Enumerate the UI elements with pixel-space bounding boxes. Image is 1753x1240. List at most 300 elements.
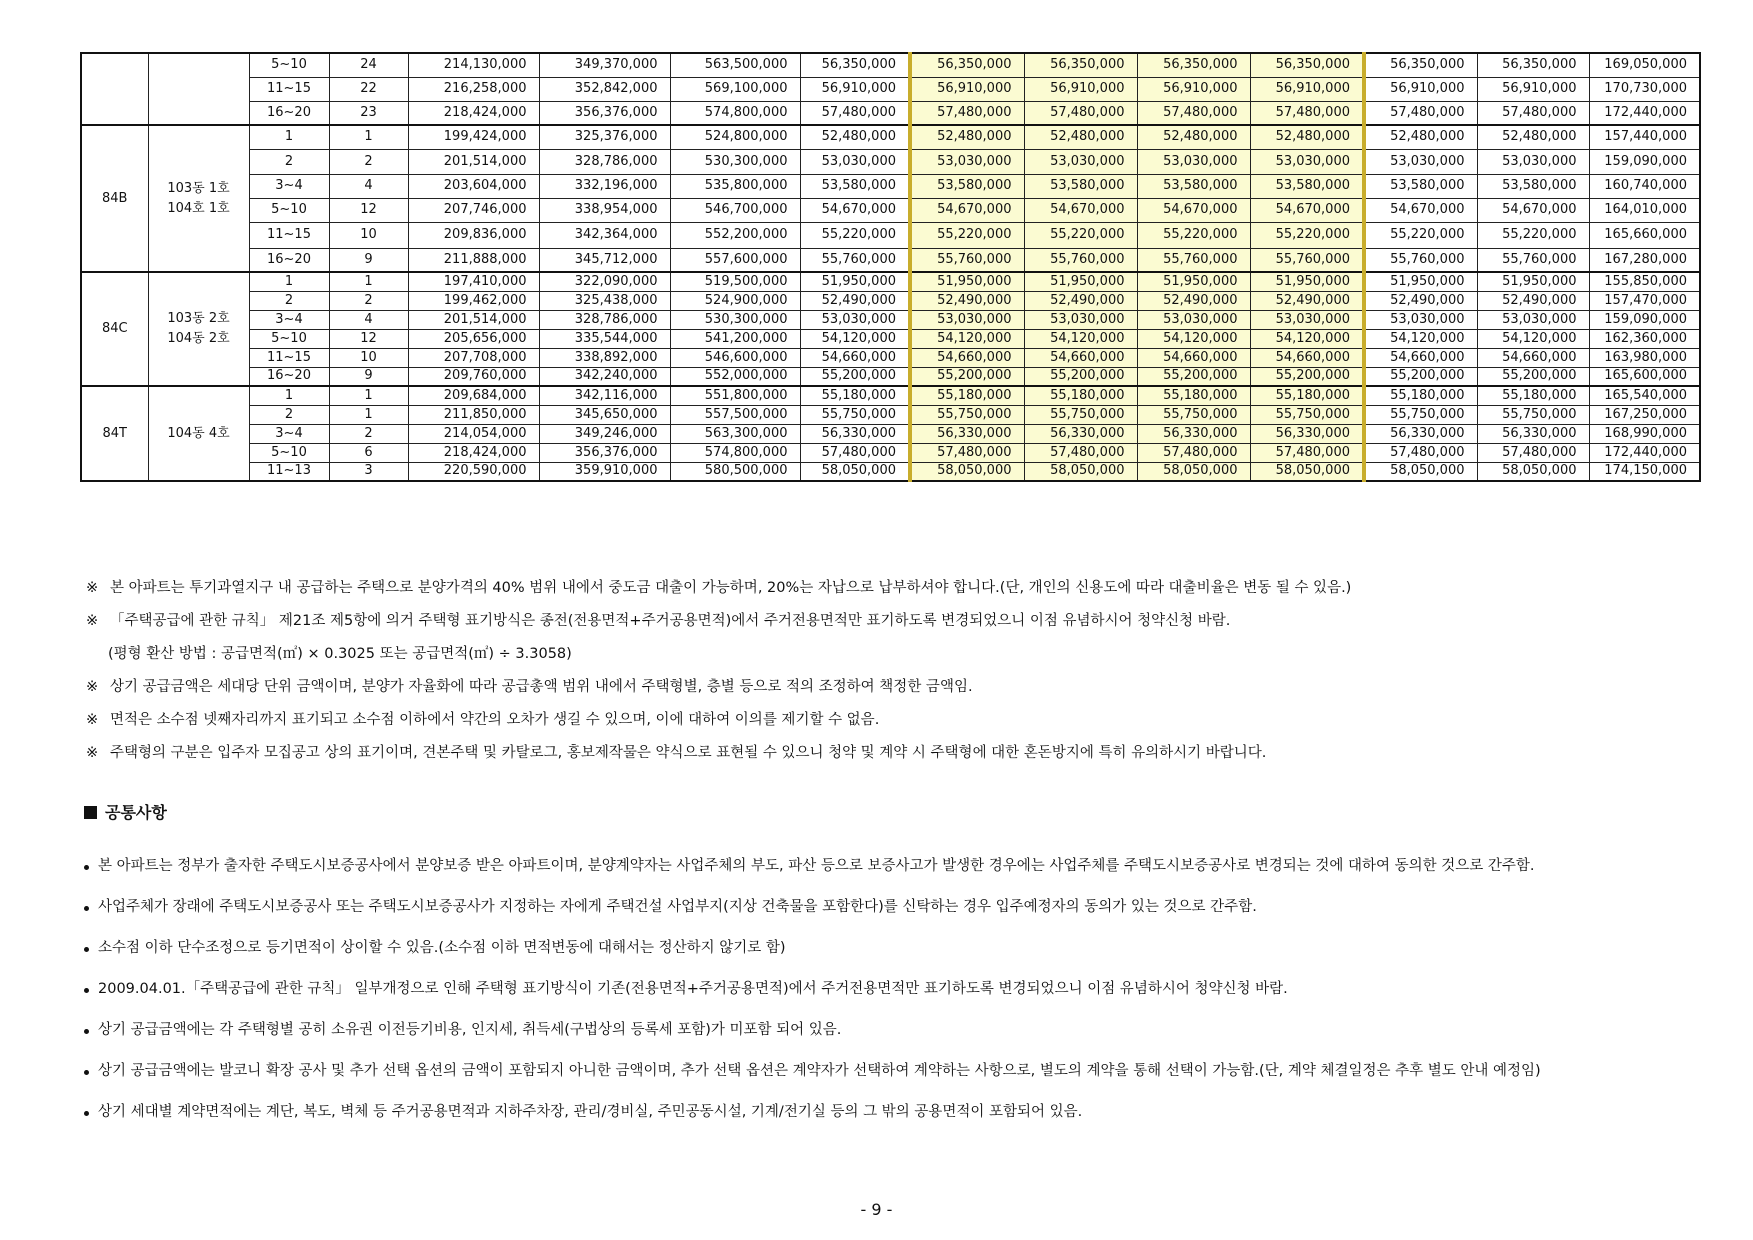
payment-cell: 56,330,000 <box>1250 424 1364 443</box>
payment-cell: 56,330,000 <box>910 424 1024 443</box>
units-cell: 6 <box>329 443 408 462</box>
table-row <box>81 405 1700 424</box>
payment-cell: 53,030,000 <box>800 149 910 174</box>
payment-cell: 51,950,000 <box>1364 272 1477 291</box>
payment-cell: 53,030,000 <box>910 149 1024 174</box>
payment-cell: 52,490,000 <box>1024 291 1137 310</box>
payment-cell: 56,910,000 <box>910 77 1024 101</box>
unit-type-cell: 84B <box>81 125 148 272</box>
note-item <box>86 671 1706 704</box>
table-row <box>81 367 1700 386</box>
building-price-cell: 325,438,000 <box>539 291 670 310</box>
payment-cell: 53,030,000 <box>1250 310 1364 329</box>
payment-cell: 54,670,000 <box>1477 198 1589 222</box>
payment-cell: 55,200,000 <box>1250 367 1364 386</box>
floor-cell: 3~4 <box>249 174 329 198</box>
payment-cell: 55,750,000 <box>800 405 910 424</box>
payment-cell: 52,490,000 <box>1137 291 1250 310</box>
payment-cell: 58,050,000 <box>1477 462 1589 481</box>
note-mark: ※ <box>86 745 99 761</box>
floor-cell: 16~20 <box>249 367 329 386</box>
bullet-dot-icon <box>84 988 89 993</box>
payment-cell: 57,480,000 <box>1364 443 1477 462</box>
land-price-cell: 201,514,000 <box>408 310 539 329</box>
payment-cell: 54,660,000 <box>800 348 910 367</box>
payment-cell: 53,030,000 <box>1137 310 1250 329</box>
units-cell: 22 <box>329 77 408 101</box>
floor-cell: 11~15 <box>249 348 329 367</box>
payment-cell: 56,330,000 <box>1024 424 1137 443</box>
dong-unit-cell <box>148 53 249 125</box>
land-price-cell: 199,424,000 <box>408 125 539 149</box>
floor-cell: 1 <box>249 125 329 149</box>
total-price-cell: 546,700,000 <box>670 198 800 222</box>
floor-cell: 16~20 <box>249 248 329 272</box>
payment-cell: 57,480,000 <box>910 101 1024 125</box>
payment-cell: 52,490,000 <box>800 291 910 310</box>
dong-unit-cell <box>148 272 249 386</box>
payment-cell: 52,480,000 <box>1250 125 1364 149</box>
payment-cell: 160,740,000 <box>1589 174 1700 198</box>
building-price-cell: 328,786,000 <box>539 149 670 174</box>
note-text: 본 아파트는 투기과열지구 내 공급하는 주택으로 분양가격의 40% 범위 내에서 중도금 대출이 가능하며, 20%는 자납으로 납부하셔야 합니다.(단, 개인의 신용도에 따라 대출비율은 변동 될 수 있음.) <box>110 580 1352 596</box>
units-cell: 2 <box>329 291 408 310</box>
list-item-text: 소수점 이하 단수조정으로 등기면적이 상이할 수 있음.(소수점 이하 면적변동에 대해서는 정산하지 않기로 함) <box>98 940 786 956</box>
units-cell: 1 <box>329 405 408 424</box>
payment-cell: 174,150,000 <box>1589 462 1700 481</box>
unit-type-cell: 84C <box>81 272 148 386</box>
floor-cell: 16~20 <box>249 101 329 125</box>
payment-cell: 157,440,000 <box>1589 125 1700 149</box>
payment-cell: 55,760,000 <box>800 248 910 272</box>
building-price-cell: 349,246,000 <box>539 424 670 443</box>
floor-cell: 2 <box>249 149 329 174</box>
dong-unit-cell <box>148 386 249 481</box>
payment-cell: 57,480,000 <box>1477 443 1589 462</box>
payment-cell: 53,030,000 <box>1024 310 1137 329</box>
payment-cell: 53,030,000 <box>1137 149 1250 174</box>
payment-cell: 53,580,000 <box>800 174 910 198</box>
payment-cell: 55,760,000 <box>1364 248 1477 272</box>
payment-cell: 55,200,000 <box>1364 367 1477 386</box>
note-mark: ※ <box>86 712 99 728</box>
building-price-cell: 345,650,000 <box>539 405 670 424</box>
list-item-text: 상기 공급금액에는 각 주택형별 공히 소유권 이전등기비용, 인지세, 취득세(구법상의 등록세 포함)가 미포함 되어 있음. <box>98 1022 842 1038</box>
payment-cell: 52,490,000 <box>910 291 1024 310</box>
total-price-cell: 551,800,000 <box>670 386 800 405</box>
building-price-cell: 345,712,000 <box>539 248 670 272</box>
payment-cell: 57,480,000 <box>1364 101 1477 125</box>
payment-cell: 54,120,000 <box>1137 329 1250 348</box>
dong-unit-line: 104동 4호 <box>167 425 230 441</box>
total-price-cell: 552,000,000 <box>670 367 800 386</box>
total-price-cell: 569,100,000 <box>670 77 800 101</box>
units-cell: 10 <box>329 222 408 248</box>
list-item <box>84 852 1690 881</box>
list-item-text: 본 아파트는 정부가 출자한 주택도시보증공사에서 분양보증 받은 아파트이며, 분양계약자는 사업주체의 부도, 파산 등으로 보증사고가 발생한 경우에는 사업주체를 주택도시보증공사로 변경되는 것에 대하여 동의한 것으로 간주함. <box>98 858 1535 874</box>
bullet-dot-icon <box>84 1070 89 1075</box>
land-price-cell: 218,424,000 <box>408 443 539 462</box>
table-row <box>81 125 1700 149</box>
payment-cell: 56,910,000 <box>1024 77 1137 101</box>
note-mark: ※ <box>86 613 99 629</box>
floor-cell: 1 <box>249 386 329 405</box>
payment-cell: 55,750,000 <box>1024 405 1137 424</box>
table-row <box>81 222 1700 248</box>
payment-cell: 172,440,000 <box>1589 443 1700 462</box>
payment-cell: 163,980,000 <box>1589 348 1700 367</box>
payment-cell: 164,010,000 <box>1589 198 1700 222</box>
payment-cell: 54,670,000 <box>1250 198 1364 222</box>
units-cell: 12 <box>329 198 408 222</box>
payment-cell: 56,350,000 <box>800 53 910 77</box>
land-price-cell: 211,850,000 <box>408 405 539 424</box>
payment-cell: 56,330,000 <box>1364 424 1477 443</box>
payment-cell: 58,050,000 <box>1364 462 1477 481</box>
payment-cell: 51,950,000 <box>1024 272 1137 291</box>
payment-cell: 55,220,000 <box>910 222 1024 248</box>
total-price-cell: 519,500,000 <box>670 272 800 291</box>
total-price-cell: 580,500,000 <box>670 462 800 481</box>
payment-cell: 55,220,000 <box>1137 222 1250 248</box>
table-row <box>81 198 1700 222</box>
payment-cell: 165,660,000 <box>1589 222 1700 248</box>
payment-cell: 54,660,000 <box>1137 348 1250 367</box>
payment-cell: 52,480,000 <box>910 125 1024 149</box>
payment-cell: 55,750,000 <box>1477 405 1589 424</box>
payment-cell: 168,990,000 <box>1589 424 1700 443</box>
building-price-cell: 332,196,000 <box>539 174 670 198</box>
payment-cell: 155,850,000 <box>1589 272 1700 291</box>
payment-cell: 55,750,000 <box>1250 405 1364 424</box>
payment-cell: 55,180,000 <box>1477 386 1589 405</box>
payment-cell: 51,950,000 <box>910 272 1024 291</box>
land-price-cell: 209,836,000 <box>408 222 539 248</box>
payment-cell: 54,670,000 <box>910 198 1024 222</box>
common-items-list <box>84 852 1690 1139</box>
land-price-cell: 205,656,000 <box>408 329 539 348</box>
building-price-cell: 356,376,000 <box>539 101 670 125</box>
payment-cell: 55,220,000 <box>1477 222 1589 248</box>
table-row <box>81 101 1700 125</box>
table-row <box>81 174 1700 198</box>
section-title-text: 공통사항 <box>105 803 167 822</box>
land-price-cell: 203,604,000 <box>408 174 539 198</box>
payment-cell: 56,350,000 <box>1364 53 1477 77</box>
floor-cell: 2 <box>249 291 329 310</box>
payment-cell: 53,030,000 <box>1477 310 1589 329</box>
payment-cell: 55,760,000 <box>1250 248 1364 272</box>
payment-cell: 167,280,000 <box>1589 248 1700 272</box>
total-price-cell: 524,800,000 <box>670 125 800 149</box>
payment-cell: 56,330,000 <box>1137 424 1250 443</box>
list-item <box>84 1016 1690 1045</box>
note-text: (평형 환산 방법 : 공급면적(㎡) × 0.3025 또는 공급면적(㎡) ÷ 3.3058) <box>108 646 572 662</box>
floor-cell: 11~13 <box>249 462 329 481</box>
payment-cell: 55,180,000 <box>1250 386 1364 405</box>
dong-unit-line: 104호 1호 <box>167 200 230 216</box>
list-item-text: 상기 세대별 계약면적에는 계단, 복도, 벽체 등 주거공용면적과 지하주차장, 관리/경비실, 주민공동시설, 기계/전기실 등의 그 밖의 공용면적이 포함되어 있음. <box>98 1104 1083 1120</box>
list-item <box>84 1098 1690 1127</box>
land-price-cell: 209,760,000 <box>408 367 539 386</box>
table-row <box>81 329 1700 348</box>
payment-cell: 56,910,000 <box>800 77 910 101</box>
notes <box>86 572 1706 770</box>
table-row <box>81 348 1700 367</box>
land-price-cell: 207,746,000 <box>408 198 539 222</box>
units-cell: 12 <box>329 329 408 348</box>
payment-cell: 54,120,000 <box>800 329 910 348</box>
payment-cell: 52,480,000 <box>800 125 910 149</box>
payment-cell: 54,660,000 <box>910 348 1024 367</box>
payment-cell: 56,350,000 <box>1137 53 1250 77</box>
units-cell: 1 <box>329 272 408 291</box>
page-number: - 9 - <box>860 1200 893 1219</box>
table-row <box>81 77 1700 101</box>
land-price-cell: 211,888,000 <box>408 248 539 272</box>
payment-cell: 51,950,000 <box>1477 272 1589 291</box>
payment-cell: 57,480,000 <box>800 101 910 125</box>
floor-cell: 3~4 <box>249 424 329 443</box>
payment-cell: 53,030,000 <box>910 310 1024 329</box>
payment-cell: 54,660,000 <box>1477 348 1589 367</box>
unit-type-cell: 84T <box>81 386 148 481</box>
payment-cell: 57,480,000 <box>1477 101 1589 125</box>
payment-cell: 55,760,000 <box>1024 248 1137 272</box>
units-cell: 24 <box>329 53 408 77</box>
payment-cell: 57,480,000 <box>1024 101 1137 125</box>
note-mark: ※ <box>86 580 99 596</box>
payment-cell: 53,030,000 <box>1250 149 1364 174</box>
payment-cell: 57,480,000 <box>1137 101 1250 125</box>
payment-cell: 56,910,000 <box>1477 77 1589 101</box>
note-mark: ※ <box>86 679 99 695</box>
payment-cell: 55,750,000 <box>1137 405 1250 424</box>
table-row <box>81 272 1700 291</box>
list-item <box>84 934 1690 963</box>
payment-cell: 52,490,000 <box>1477 291 1589 310</box>
list-item <box>84 975 1690 1004</box>
list-item <box>84 1057 1690 1086</box>
payment-cell: 55,200,000 <box>1477 367 1589 386</box>
bullet-dot-icon <box>84 906 89 911</box>
payment-cell: 53,030,000 <box>1364 149 1477 174</box>
payment-cell: 54,670,000 <box>800 198 910 222</box>
payment-cell: 159,090,000 <box>1589 149 1700 174</box>
payment-cell: 56,330,000 <box>1477 424 1589 443</box>
payment-cell: 53,580,000 <box>910 174 1024 198</box>
payment-cell: 167,250,000 <box>1589 405 1700 424</box>
total-price-cell: 563,500,000 <box>670 53 800 77</box>
payment-cell: 53,580,000 <box>1024 174 1137 198</box>
payment-cell: 58,050,000 <box>910 462 1024 481</box>
payment-cell: 165,600,000 <box>1589 367 1700 386</box>
total-price-cell: 546,600,000 <box>670 348 800 367</box>
payment-cell: 54,660,000 <box>1024 348 1137 367</box>
payment-cell: 52,480,000 <box>1477 125 1589 149</box>
payment-cell: 53,030,000 <box>1364 310 1477 329</box>
land-price-cell: 201,514,000 <box>408 149 539 174</box>
units-cell: 9 <box>329 248 408 272</box>
building-price-cell: 335,544,000 <box>539 329 670 348</box>
payment-cell: 53,030,000 <box>800 310 910 329</box>
payment-cell: 58,050,000 <box>1024 462 1137 481</box>
payment-cell: 56,350,000 <box>1250 53 1364 77</box>
payment-cell: 170,730,000 <box>1589 77 1700 101</box>
floor-cell: 5~10 <box>249 443 329 462</box>
payment-cell: 54,660,000 <box>1250 348 1364 367</box>
building-price-cell: 338,954,000 <box>539 198 670 222</box>
building-price-cell: 338,892,000 <box>539 348 670 367</box>
payment-cell: 56,350,000 <box>910 53 1024 77</box>
payment-cell: 52,490,000 <box>1250 291 1364 310</box>
payment-cell: 54,670,000 <box>1137 198 1250 222</box>
payment-cell: 58,050,000 <box>1250 462 1364 481</box>
payment-cell: 55,180,000 <box>800 386 910 405</box>
payment-cell: 54,670,000 <box>1364 198 1477 222</box>
section-title <box>84 800 167 823</box>
payment-cell: 159,090,000 <box>1589 310 1700 329</box>
table-row <box>81 462 1700 481</box>
note-item <box>86 704 1706 737</box>
payment-cell: 57,480,000 <box>1137 443 1250 462</box>
floor-cell: 2 <box>249 405 329 424</box>
square-bullet-icon <box>84 806 97 819</box>
note-text: 「주택공급에 관한 규칙」 제21조 제5항에 의거 주택형 표기방식은 종전(전용면적+주거공용면적)에서 주거전용면적만 표기하도록 변경되었으니 이점 유념하시어 청약신청 바람. <box>110 613 1231 629</box>
payment-cell: 57,480,000 <box>1250 443 1364 462</box>
payment-cell: 56,350,000 <box>1477 53 1589 77</box>
payment-cell: 51,950,000 <box>800 272 910 291</box>
units-cell: 23 <box>329 101 408 125</box>
list-item-text: 사업주체가 장래에 주택도시보증공사 또는 주택도시보증공사가 지정하는 자에게 주택건설 사업부지(지상 건축물을 포함한다)를 신탁하는 경우 입주예정자의 동의가 있는 것으로 간주함. <box>98 899 1257 915</box>
payment-cell: 56,910,000 <box>1250 77 1364 101</box>
payment-cell: 52,490,000 <box>1364 291 1477 310</box>
units-cell: 2 <box>329 149 408 174</box>
building-price-cell: 325,376,000 <box>539 125 670 149</box>
floor-cell: 5~10 <box>249 329 329 348</box>
land-price-cell: 214,054,000 <box>408 424 539 443</box>
total-price-cell: 563,300,000 <box>670 424 800 443</box>
table-row <box>81 424 1700 443</box>
dong-unit-line: 103동 1호 <box>167 180 230 196</box>
note-item <box>86 572 1706 605</box>
payment-cell: 54,120,000 <box>1364 329 1477 348</box>
land-price-cell: 207,708,000 <box>408 348 539 367</box>
payment-cell: 54,120,000 <box>1250 329 1364 348</box>
payment-cell: 53,580,000 <box>1364 174 1477 198</box>
payment-cell: 55,760,000 <box>1477 248 1589 272</box>
payment-cell: 57,480,000 <box>910 443 1024 462</box>
table-row <box>81 291 1700 310</box>
payment-cell: 52,480,000 <box>1364 125 1477 149</box>
dong-unit-cell <box>148 125 249 272</box>
payment-cell: 58,050,000 <box>1137 462 1250 481</box>
total-price-cell: 535,800,000 <box>670 174 800 198</box>
payment-cell: 169,050,000 <box>1589 53 1700 77</box>
table-row <box>81 149 1700 174</box>
unit-type-cell <box>81 53 148 125</box>
units-cell: 3 <box>329 462 408 481</box>
total-price-cell: 552,200,000 <box>670 222 800 248</box>
land-price-cell: 216,258,000 <box>408 77 539 101</box>
payment-cell: 55,750,000 <box>1364 405 1477 424</box>
total-price-cell: 574,800,000 <box>670 443 800 462</box>
payment-cell: 55,750,000 <box>910 405 1024 424</box>
dong-unit-line: 103동 2호 <box>167 311 230 326</box>
floor-cell: 11~15 <box>249 77 329 101</box>
building-price-cell: 328,786,000 <box>539 310 670 329</box>
payment-cell: 52,480,000 <box>1137 125 1250 149</box>
building-price-cell: 352,842,000 <box>539 77 670 101</box>
list-item <box>84 893 1690 922</box>
payment-cell: 54,660,000 <box>1364 348 1477 367</box>
building-price-cell: 342,240,000 <box>539 367 670 386</box>
bullet-dot-icon <box>84 865 89 870</box>
note-item <box>86 737 1706 770</box>
payment-cell: 56,910,000 <box>1137 77 1250 101</box>
payment-cell: 55,220,000 <box>1024 222 1137 248</box>
list-item-text: 2009.04.01.「주택공급에 관한 규칙」 일부개정으로 인해 주택형 표기방식이 기존(전용면적+주거공용면적)에서 주거전용면적만 표기하도록 변경되었으니 이점 유념하시어 청약신청 바람. <box>98 981 1288 997</box>
units-cell: 9 <box>329 367 408 386</box>
table-row <box>81 53 1700 77</box>
payment-cell: 57,480,000 <box>1024 443 1137 462</box>
table-row <box>81 310 1700 329</box>
total-price-cell: 557,600,000 <box>670 248 800 272</box>
land-price-cell: 209,684,000 <box>408 386 539 405</box>
units-cell: 1 <box>329 125 408 149</box>
payment-cell: 55,180,000 <box>1137 386 1250 405</box>
units-cell: 4 <box>329 310 408 329</box>
land-price-cell: 218,424,000 <box>408 101 539 125</box>
bullet-dot-icon <box>84 1029 89 1034</box>
total-price-cell: 524,900,000 <box>670 291 800 310</box>
note-text: 면적은 소수점 넷째자리까지 표기되고 소수점 이하에서 약간의 오차가 생길 수 있으며, 이에 대하여 이의를 제기할 수 없음. <box>110 712 880 728</box>
units-cell: 2 <box>329 424 408 443</box>
payment-cell: 52,480,000 <box>1024 125 1137 149</box>
units-cell: 1 <box>329 386 408 405</box>
land-price-cell: 214,130,000 <box>408 53 539 77</box>
payment-cell: 53,580,000 <box>1137 174 1250 198</box>
payment-cell: 54,120,000 <box>910 329 1024 348</box>
total-price-cell: 530,300,000 <box>670 310 800 329</box>
payment-cell: 55,180,000 <box>910 386 1024 405</box>
floor-cell: 5~10 <box>249 198 329 222</box>
land-price-cell: 199,462,000 <box>408 291 539 310</box>
payment-cell: 51,950,000 <box>1250 272 1364 291</box>
price-table <box>80 52 1701 482</box>
payment-cell: 55,220,000 <box>1364 222 1477 248</box>
payment-cell: 54,120,000 <box>1477 329 1589 348</box>
payment-cell: 53,580,000 <box>1477 174 1589 198</box>
building-price-cell: 356,376,000 <box>539 443 670 462</box>
units-cell: 4 <box>329 174 408 198</box>
land-price-cell: 220,590,000 <box>408 462 539 481</box>
floor-cell: 5~10 <box>249 53 329 77</box>
payment-cell: 56,910,000 <box>1364 77 1477 101</box>
bullet-dot-icon <box>84 1111 89 1116</box>
floor-cell: 11~15 <box>249 222 329 248</box>
note-text: 상기 공급금액은 세대당 단위 금액이며, 분양가 자율화에 따라 공급총액 범위 내에서 주택형별, 층별 등으로 적의 조정하여 책정한 금액임. <box>110 679 973 695</box>
payment-cell: 55,180,000 <box>1024 386 1137 405</box>
total-price-cell: 541,200,000 <box>670 329 800 348</box>
table-row <box>81 443 1700 462</box>
payment-cell: 57,480,000 <box>800 443 910 462</box>
note-item <box>86 605 1706 638</box>
payment-cell: 162,360,000 <box>1589 329 1700 348</box>
payment-cell: 55,200,000 <box>1137 367 1250 386</box>
payment-cell: 58,050,000 <box>800 462 910 481</box>
payment-cell: 56,350,000 <box>1024 53 1137 77</box>
